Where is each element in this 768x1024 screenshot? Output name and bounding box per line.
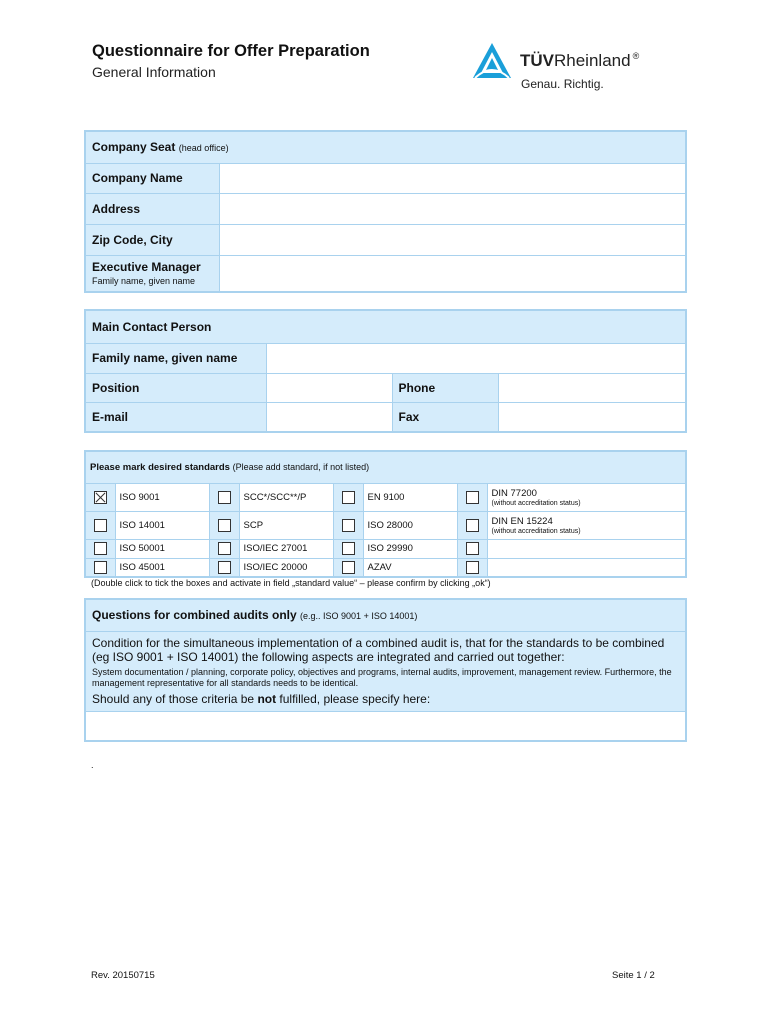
standard-label: AZAV [363,558,457,577]
company-seat-note: (head office) [178,143,229,154]
standard-label: SCP [239,511,333,539]
logo-prefix: TÜV [520,51,554,70]
standard-checkbox-cell [457,558,487,577]
standard-checkbox[interactable] [466,519,479,532]
combined-specify-text [92,692,679,706]
standards-section [84,450,687,578]
logo-wordmark [520,51,639,71]
standard-label: ISO 29990 [363,539,457,558]
standard-checkbox-cell [85,511,115,539]
standard-checkbox[interactable] [94,561,107,574]
combined-aspects-text: System documentation / planning, corporate policy, objectives and programs, internal audits, improvement, management review. Furthermore, the management representative for all standards needs to be identical. [92,666,672,688]
company-name-label: Company Name [85,163,219,193]
standard-label-text: DIN 77200 [491,487,537,499]
standard-checkbox[interactable] [218,542,231,555]
standard-custom-field[interactable] [487,558,686,577]
zip-city-label: Zip Code, City [85,224,219,255]
standard-checkbox[interactable] [466,542,479,555]
standard-checkbox-cell [333,539,363,558]
triangle-logo-icon [472,42,512,80]
standard-checkbox[interactable] [466,561,479,574]
standards-hint: (Double click to tick the boxes and activate in field „standard value“ – please confirm by clicking „ok“) [91,578,491,588]
executive-manager-label [85,255,219,292]
standard-checkbox-cell [209,483,239,511]
position-label: Position [85,373,266,402]
logo-rest: Rheinland [554,51,631,70]
standard-checkbox[interactable] [94,519,107,532]
page-title: Questionnaire for Offer Preparation [92,42,370,60]
standard-label: ISO 14001 [115,511,209,539]
standard-label: ISO/IEC 27001 [239,539,333,558]
standard-label: ISO/IEC 20000 [239,558,333,577]
zip-city-field[interactable] [219,224,686,255]
standard-checkbox-cell [209,539,239,558]
combined-audits-section [84,598,687,742]
standard-checkbox[interactable] [218,491,231,504]
standard-checkbox-cell [333,558,363,577]
standard-checkbox-cell [209,511,239,539]
standard-checkbox[interactable] [342,561,355,574]
address-label: Address [85,193,219,224]
standard-checkbox-cell [457,539,487,558]
executive-manager-field[interactable] [219,255,686,292]
standard-checkbox[interactable] [218,519,231,532]
combined-audits-heading [85,599,686,631]
email-label: E-mail [85,402,266,432]
standard-checkbox-cell [333,483,363,511]
standard-label: ISO 28000 [363,511,457,539]
main-contact-section [84,309,687,433]
fax-label: Fax [392,402,498,432]
standard-checkbox[interactable] [342,491,355,504]
standard-checkbox[interactable] [466,491,479,504]
stray-dot: . [91,760,94,770]
combined-audits-answer-field[interactable] [85,711,686,741]
company-name-field[interactable] [219,163,686,193]
logo-registered: ® [632,51,640,61]
specify-text-bold: not [257,691,277,706]
standard-checkbox[interactable] [94,491,107,504]
specify-text-pre: Should any of those criteria be [92,691,258,706]
executive-manager-title: Executive Manager [92,260,201,275]
standard-checkbox-cell [209,558,239,577]
page-number: Seite 1 / 2 [612,970,655,981]
standard-sublabel: (without accreditation status) [491,527,581,535]
fax-field[interactable] [498,402,686,432]
email-field[interactable] [266,402,392,432]
main-contact-heading: Main Contact Person [85,310,686,343]
standard-checkbox[interactable] [94,542,107,555]
standard-checkbox-cell [457,483,487,511]
logo-tagline: Genau. Richtig. [521,77,604,91]
standard-checkbox-cell [85,558,115,577]
standards-note: (Please add standard, if not listed) [232,461,370,472]
position-field[interactable] [266,373,392,402]
standard-label: ISO 50001 [115,539,209,558]
standard-checkbox-cell [333,511,363,539]
contact-name-field[interactable] [266,343,686,373]
contact-name-label: Family name, given name [85,343,266,373]
standard-checkbox-cell [457,511,487,539]
standard-checkbox-cell [85,483,115,511]
executive-manager-sublabel: Family name, given name [92,276,196,287]
specify-text-post: fulfilled, please specify here: [276,691,431,706]
company-seat-title: Company Seat [92,140,176,155]
combined-condition-text: Condition for the simultaneous implementation of a combined audit is, that for the standards to be combined (eg ISO 9001 + ISO 14001) the following aspects are integrated and carried out together: [92,635,665,664]
company-seat-section [84,130,687,293]
standard-label-text: DIN EN 15224 [491,515,553,527]
standards-heading [85,451,686,483]
revision-label: Rev. 20150715 [91,970,155,981]
combined-audits-title: Questions for combined audits only [92,608,297,623]
standard-label: EN 9100 [363,483,457,511]
phone-field[interactable] [498,373,686,402]
standard-label: SCC*/SCC**/P [239,483,333,511]
standard-label: ISO 45001 [115,558,209,577]
standard-checkbox[interactable] [342,542,355,555]
standard-custom-field[interactable] [487,539,686,558]
standards-title: Please mark desired standards [90,461,230,473]
standard-sublabel: (without accreditation status) [491,499,581,507]
tuv-logo [472,42,692,98]
standard-checkbox[interactable] [218,561,231,574]
standard-label: ISO 9001 [115,483,209,511]
standard-checkbox-cell [85,539,115,558]
company-seat-heading [85,131,686,163]
standard-label [487,483,686,511]
page-subtitle: General Information [92,64,216,80]
address-field[interactable] [219,193,686,224]
standard-label [487,511,686,539]
combined-audits-note: (e.g.. ISO 9001 + ISO 14001) [300,611,418,622]
standard-checkbox[interactable] [342,519,355,532]
page-header [92,42,692,98]
combined-audits-description [85,631,686,711]
phone-label: Phone [392,373,498,402]
